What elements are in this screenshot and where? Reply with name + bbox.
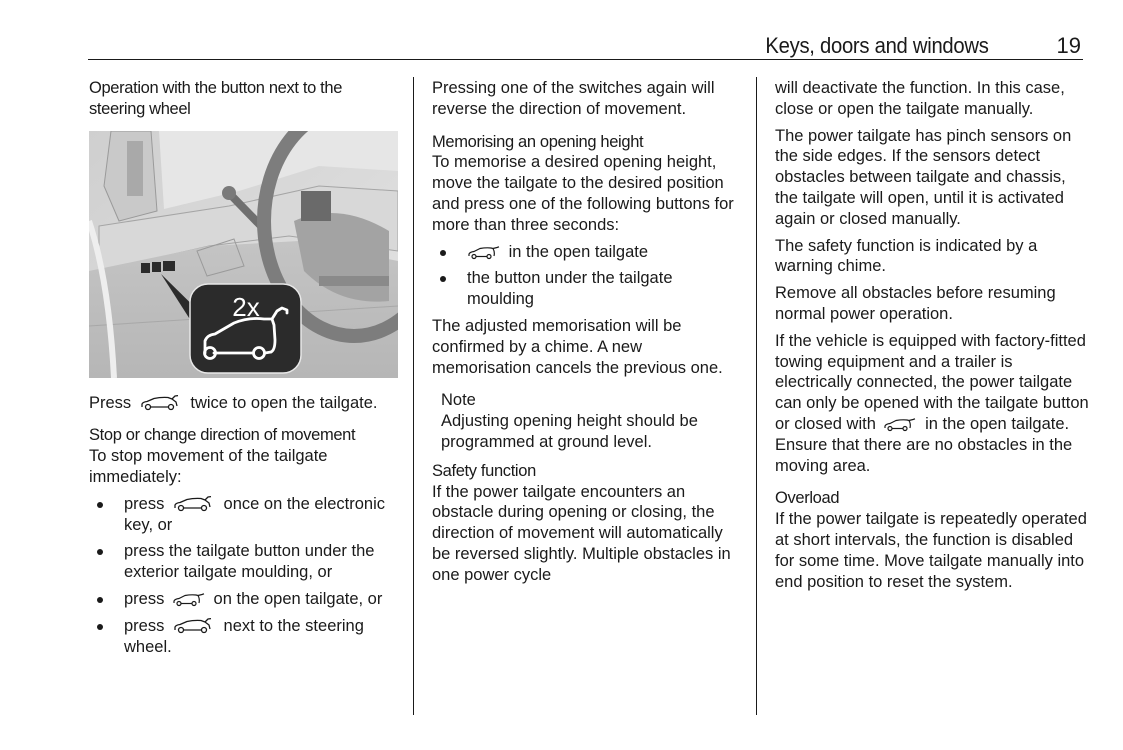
list-item [89, 616, 401, 658]
bullet-text: the button under the tailgate moulding [467, 269, 673, 309]
column-divider [756, 77, 757, 715]
overload-paragraph: If the power tailgate is repeatedly operated at short intervals, the function is disabled for some time. Move tailgate manually into end position to reset the system. [775, 510, 1087, 591]
bullet-prefix: press [124, 494, 165, 513]
bullet-dot [97, 624, 103, 630]
heading-stop-change-direction: Stop or change direction of movement [89, 426, 356, 445]
reverse-direction-paragraph: Pressing one of the switches again will reverse the direction of movement. [432, 79, 715, 118]
note-title: Note [441, 391, 476, 410]
callout-2x-label: 2x [232, 291, 260, 322]
tailgate-close-car-icon [883, 418, 917, 432]
page-number: 19 [1056, 33, 1081, 58]
dashboard-illustration [89, 131, 398, 378]
remove-obstacles-paragraph: Remove all obstacles before resuming normal power operation. [775, 284, 1056, 323]
tailgate-car-icon [172, 496, 216, 512]
tailgate-close-car-icon [172, 593, 206, 607]
bullet-suffix: once on the electronic key, or [124, 494, 385, 534]
heading-overload: Overload [775, 489, 840, 508]
stop-methods-list [89, 494, 401, 658]
list-item [432, 242, 744, 263]
list-item [432, 268, 744, 310]
column-1 [89, 78, 401, 663]
safety-function-paragraph: If the power tailgate encounters an obstacle during opening or closing, the direction of movement will automatically be reversed slightly. Multiple obstacles in one power cycle [432, 482, 731, 584]
stop-intro: To stop movement of the tailgate immediately: [89, 447, 328, 486]
pinch-sensors-paragraph: The power tailgate has pinch sensors on the side edges. If the sensors detect obstacles between tailgate and chassis, the tailgate will open, until it is activated again or closed manually. [775, 126, 1072, 228]
list-item [89, 541, 401, 583]
bullet-prefix: press [124, 589, 165, 608]
press-suffix: twice to open the tailgate. [190, 393, 378, 412]
section-title: Keys, doors and windows [765, 33, 989, 58]
bullet-dot [97, 597, 103, 603]
bullet-suffix: in the open tailgate [508, 242, 649, 261]
bullet-suffix: next to the steering wheel. [124, 616, 364, 656]
towing-paragraph [775, 331, 1090, 477]
column-2 [432, 78, 744, 592]
note-box [432, 390, 744, 452]
list-item [89, 494, 401, 536]
bullet-dot [97, 549, 103, 555]
bullet-suffix: on the open tailgate, or [213, 589, 383, 608]
dashboard-drawing [89, 131, 398, 378]
tailgate-car-icon [139, 395, 183, 411]
list-item [89, 589, 401, 610]
heading-safety-function: Safety function [432, 461, 536, 480]
bullet-dot [440, 276, 446, 282]
column-3 [775, 78, 1090, 598]
warning-chime-paragraph: The safety function is indicated by a warning chime. [775, 236, 1038, 276]
bullet-prefix: press [124, 616, 165, 635]
press-prefix: Press [89, 393, 132, 412]
towing-suffix: in the open tailgate. Ensure that there are no obstacles in the moving area. [775, 414, 1073, 475]
column-divider [413, 77, 414, 715]
header-rule [88, 59, 1083, 60]
bullet-dot [97, 502, 103, 508]
deactivate-paragraph: will deactivate the function. In this case, close or open the tailgate manually. [775, 79, 1065, 118]
note-text: Adjusting opening height should be programmed at ground level. [441, 412, 698, 451]
heading-steering-wheel-button: Operation with the button next to the steering wheel [89, 79, 343, 118]
tailgate-close-car-icon [467, 246, 501, 260]
bullet-text: press the tailgate button under the exterior tailgate moulding, or [124, 542, 375, 582]
press-twice-instruction [89, 393, 401, 414]
heading-memorising-height: Memorising an opening height [432, 132, 644, 151]
memorisation-confirmation: The adjusted memorisation will be confirmed by a chime. A new memorisation cancels the previous one. [432, 316, 723, 377]
bullet-dot [440, 250, 446, 256]
memorise-buttons-list [432, 242, 744, 310]
memorise-instructions: To memorise a desired opening height, move the tailgate to the desired position and press one of the following buttons for more than three seconds: [432, 153, 734, 234]
towing-prefix: If the vehicle is equipped with factory-fitted towing equipment and a trailer is electrically connected, the power tailgate can only be opened with the tailgate button or closed with [775, 331, 1089, 433]
page-header [88, 30, 1083, 60]
tailgate-car-icon [172, 618, 216, 634]
